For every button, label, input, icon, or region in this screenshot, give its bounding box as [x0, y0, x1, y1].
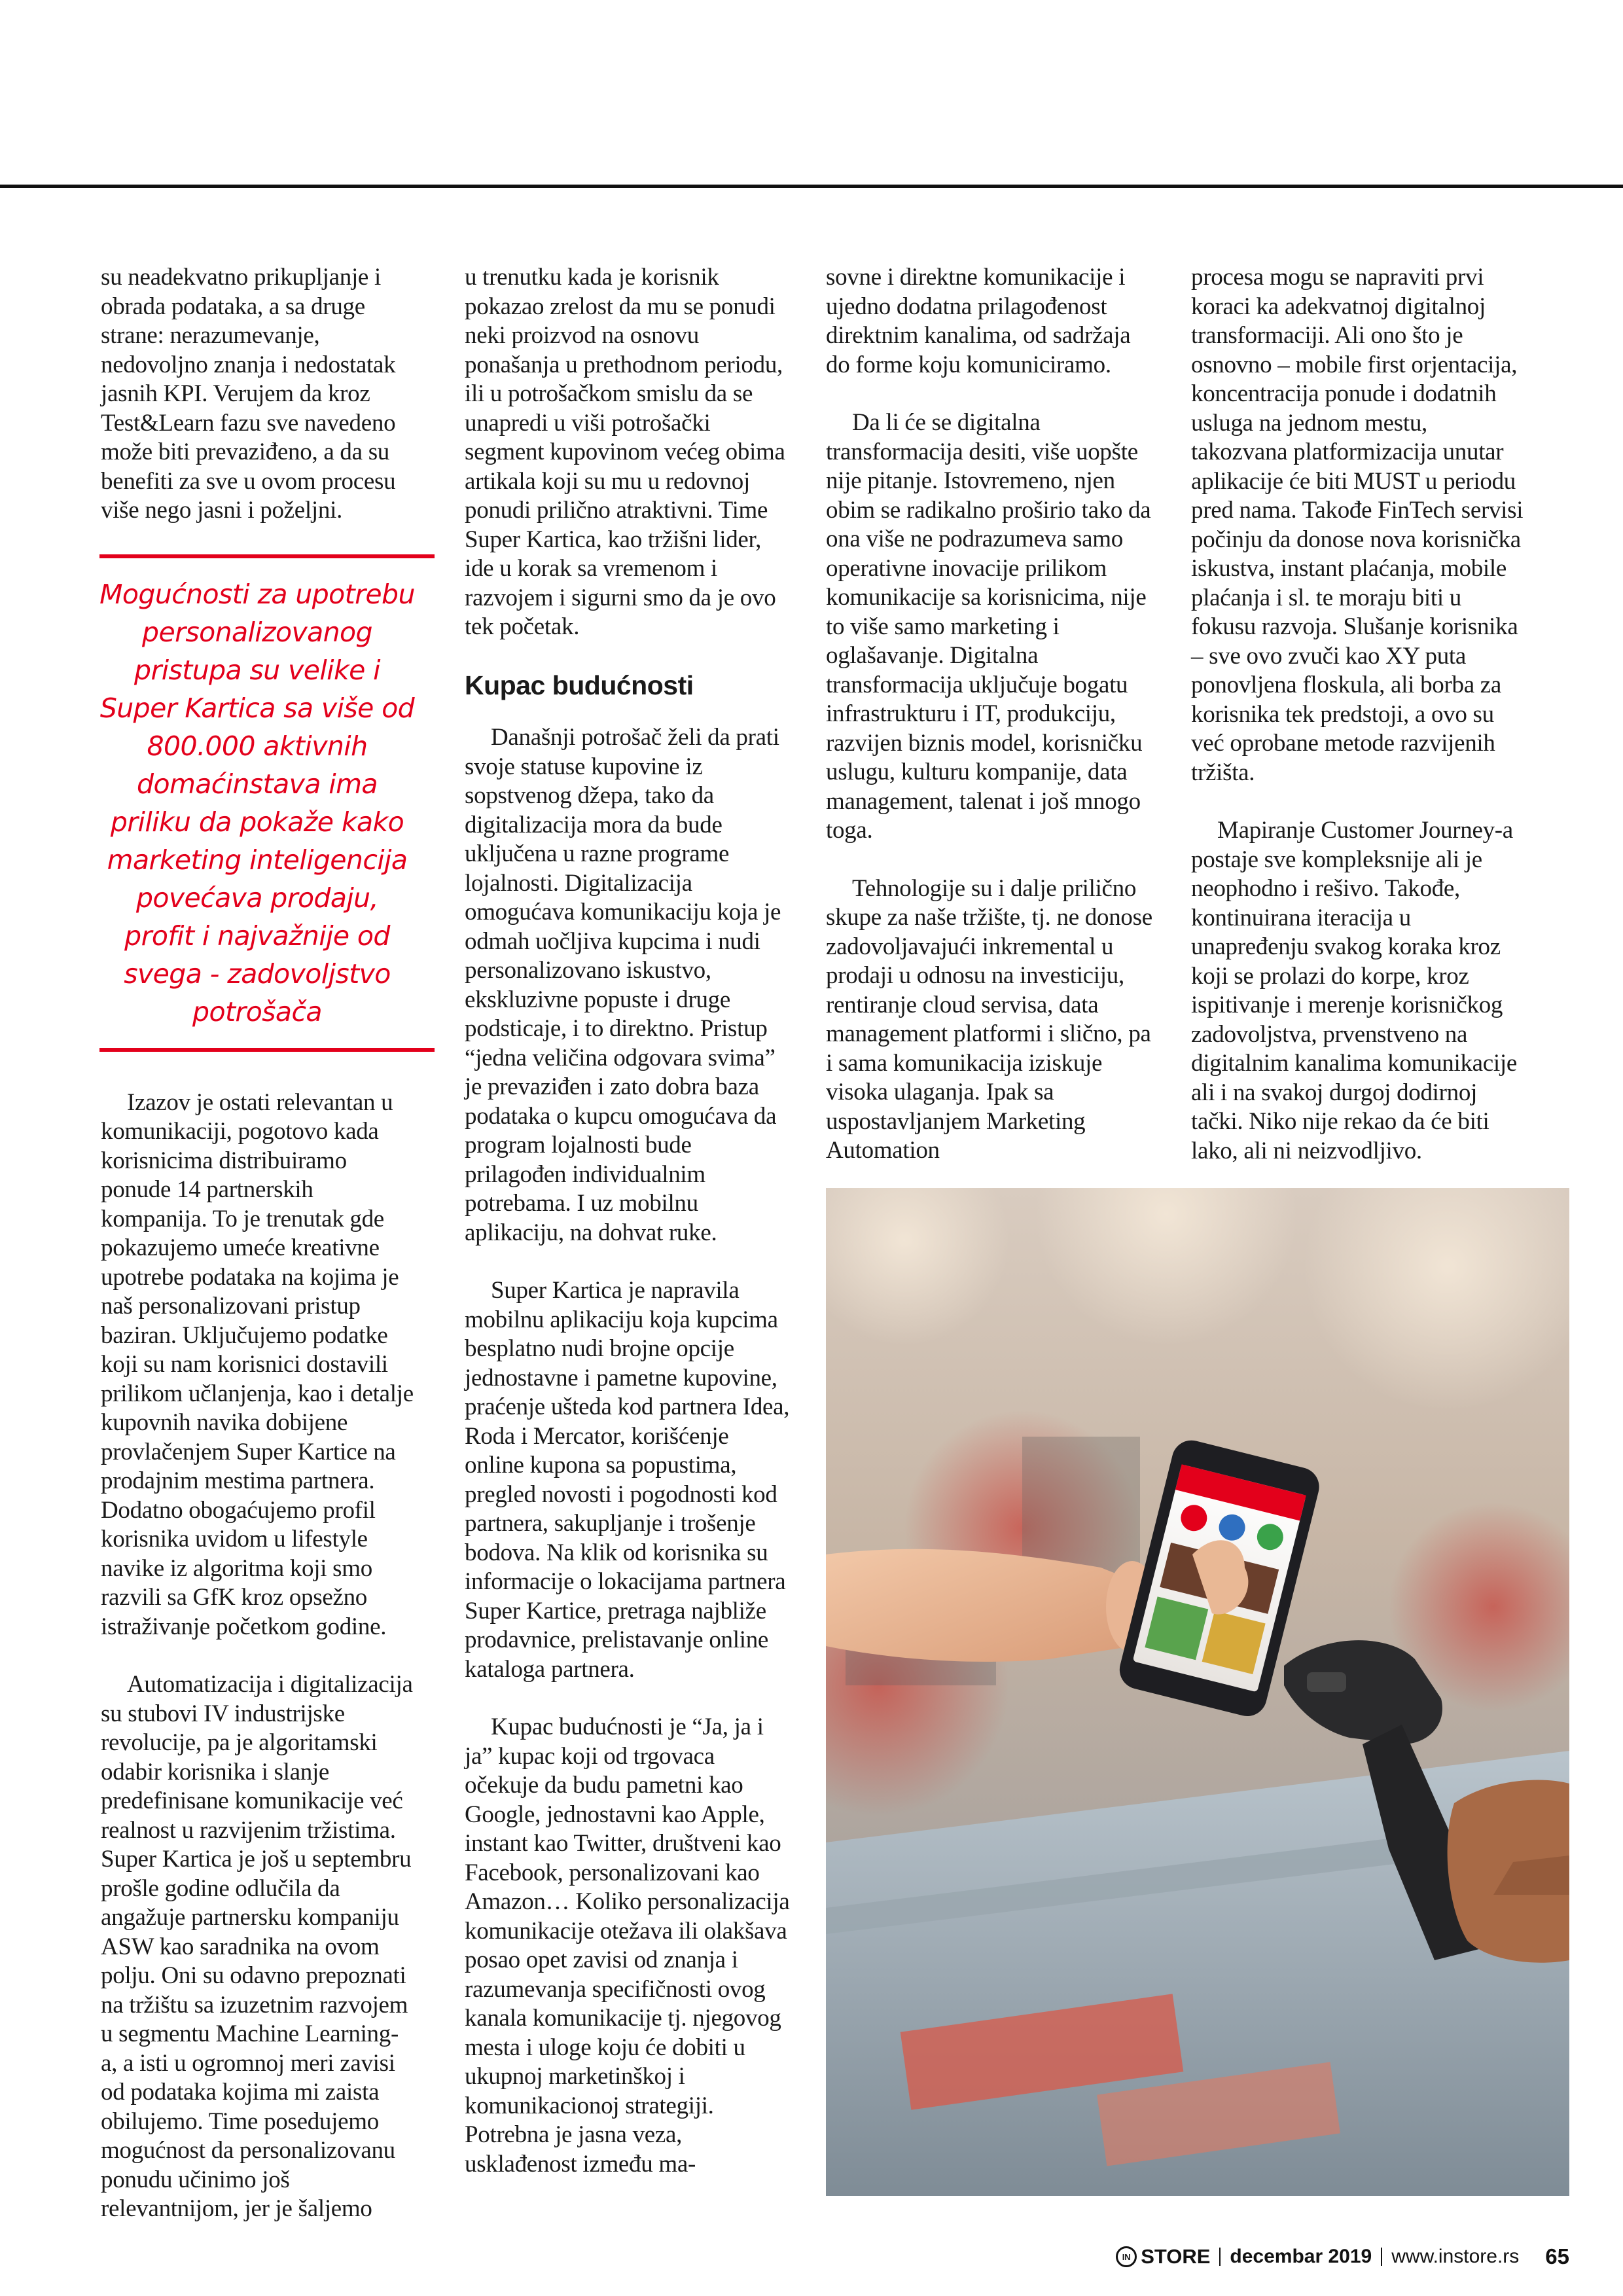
website-url: www.instore.rs: [1391, 2246, 1520, 2267]
paragraph: Tehnologije su i dalje prilično skupe za naše tržište, tj. ne donose zadovoljavajući inkremental u prodaji u odnosu na investiciju, rentiranje cloud servisa, data management platformi i slično, pa i sama komunikacija iziskuje visoka ulaganja. Ipak sa uspostavljanjem Marketing Automation: [826, 874, 1152, 1164]
paragraph: Izazov je ostati relevantan u komunikaciji, pogotovo kada korisnicima distribuiramo ponude 14 partnerskih kompanija. To je trenutak gde pokazujemo umeće kreativne upotrebe podataka na kojima je naš personalizovani pristup baziran. Uključujemo podatke koji su nam korisnici dostavili prilikom učlanjenja, kao i detalje kupovnih navika dobijene provlačenjem Super Kartice na prodajnim mestima partnera. Dodatno obogaćujemo profil korisnika uvidom u lifestyle navike iz algoritma koji smo razvili sa GfK kroz opsežno istraživanje početkom godine.: [101, 1088, 414, 1640]
smartphone-scan-photo-icon: [826, 1188, 1569, 2196]
paragraph: su neadekvatno prikupljanje i obrada podataka, a sa druge strane: nerazumevanje, nedovoljno znanja i nedostatak jasnih KPI. Verujem da kroz Test&Learn fazu sve navedeno može biti prevaziđeno, a da su benefiti za sve u ovom procesu više nego jasni i poželjni.: [101, 264, 396, 524]
paragraph: procesa mogu se napraviti prvi koraci ka adekvatnoj digitalnoj transformaciji. Ali ono što je osnovno – mobile first orjentacija, koncentracija ponude i dodatnih usluga na jednom mestu, takozvana platformizacija unutar aplikacije će biti MUST u periodu pred nama. Takođe FinTech servisi počinju da donose nova korisnička iskustva, instant plaćanja, mobile plaćanja i sl. te moraju biti u fokusu razvoja. Slušanje korisnika – sve ovo zvuči kao XY puta ponovljena floskula, ali borba za korisnika tek predstoji, a ovo su već oprobane metode razvijenih tržišta.: [1191, 264, 1524, 786]
page-number: 65: [1545, 2244, 1569, 2269]
article-column-2: [465, 263, 792, 2208]
paragraph: Mapiranje Customer Journey-a postaje sve kompleksnije ali je neophodno i rešivo. Takođe, kontinuirana iteracija u unapređenju svakog koraka kroz koji se prolazi do korpe, kroz ispitivanje i merenje korisničkog zadovoljstva, prvenstveno na digitalnim kanalima komunikacije ali i na svakoj durgoj dodirnoj tački. Niko nije rekao da će biti lako, ali ni neizvodljivo.: [1191, 817, 1517, 1164]
pull-quote-text: Mogućnosti za upotrebu personalizovanog pristupa su velike i Super Kartica sa više od 800.000 aktivnih domaćinstava ima priliku da pokaže kako marketing inteligencija povećava prodaju, profit i najvažnije od svega - zadovoljstvo potrošača: [99, 578, 415, 1028]
issue-date: decembar 2019: [1230, 2246, 1372, 2267]
article-column-4: [1191, 263, 1527, 1194]
article-column-3: [826, 263, 1153, 1194]
paragraph: sovne i direktne komunikacije i ujedno dodatna prilagođenost direktnim kanalima, od sadržaja do forme koju komuniciramo.: [826, 264, 1131, 378]
pull-quote-bottom-rule: [99, 1048, 435, 1052]
article-column-1: [101, 263, 415, 2253]
instore-logo: [1116, 2245, 1210, 2269]
paragraph: Današnji potrošač želi da prati svoje statuse kupovine iz sopstvenog džepa, tako da digitalizacija mora da bude uključena u razne programe lojalnosti. Digitalizacija omogućava komunikaciju koja je odmah uočljiva kupcima i nudi personalizovano iskustvo, ekskluzivne popuste i druge podsticaje, i to direktno. Pristup “jedna veličina odgovara svima” je prevaziđen i zato dobra baza podataka o kupcu omogućava da program lojalnosti bude prilagođen individualnim potrebama. I uz mobilnu aplikaciju, na dohvat ruke.: [465, 724, 781, 1246]
paragraph: Kupac budućnosti je “Ja, ja i ja” kupac koji od trgovaca očekuje da budu pametni kao Google, jednostavni kao Apple, instant kao Twitter, društveni kao Facebook, personalizovani kao Amazon… Koliko personalizacija komunikacije otežava ili olakšava posao opet zavisi od znanja i razumevanja specifičnosti ovog kanala komunikacije tj. njegovog mesta i uloge koju će dobiti u ukupnoj marketinškoj i komunikacionoj strategiji. Potrebna je jasna veza, usklađenost između ma-: [465, 1713, 790, 2178]
section-heading: Kupac budućnosti: [465, 670, 694, 700]
paragraph: Super Kartica je napravila mobilnu aplikaciju koja kupcima besplatno nudi brojne opcije jednostavne i pametne kupovine, praćenje ušteda kod partnera Idea, Roda i Mercator, korišćenje online kupona sa popustima, pregled novosti i pogodnosti kod partnera, sakupljanje i trošenje bodova. Na klik od korisnika su informacije o lokacijama partnera Super Kartice, pretraga najbliže prodavnice, prelistavanje online kataloga partnera.: [465, 1277, 790, 1683]
paragraph: Da li će se digitalna transformacija desiti, više uopšte nije pitanje. Istovremeno, njen obim se radikalno proširio tako da ona više ne podrazumeva samo operativne inovacije prilikom komunikacije sa korisnicima, nije to više samo marketing i oglašavanje. Digitalna transformacija uključuje bogatu infrastrukturu i IT, produkciju, razvijen biznis model, korisničku uslugu, kulturu kompanije, data management, talenat i još mnogo toga.: [826, 409, 1151, 844]
page-footer: [1116, 2244, 1569, 2270]
paragraph: u trenutku kada je korisnik pokazao zrelost da mu se ponudi neki proizvod na osnovu ponašanja u prethodnom periodu, ili u potrošačkom smislu da se unapredi u viši potrošački segment kupovinom većeg obima artikala koji su mu u redovnoj ponudi prilično atraktivni. Time Super Kartica, kao tržišni lider, ide u korak sa vremenom i razvojem i sigurni smo da je ovo tek početak.: [465, 264, 785, 640]
footer-divider: [1381, 2248, 1382, 2266]
article-photo: [826, 1188, 1569, 2196]
logo-in-mark: IN: [1116, 2246, 1137, 2267]
footer-divider: [1219, 2248, 1221, 2266]
logo-store-text: STORE: [1141, 2245, 1211, 2268]
header-rule: [0, 185, 1623, 188]
pull-quote: [99, 554, 415, 1052]
paragraph: Automatizacija i digitalizacija su stubovi IV industrijske revolucije, pa je algoritamski odabir korisnika i slanje predefinisane komunikacije već realnost u razvijenim tržistima. Super Kartica je još u septembru prošle godine odlučila da angažuje partnersku kompaniju ASW kao saradnika na ovom polju. Oni su odavno prepoznati na tržištu sa izuzetnim razvojem u segmentu Machine Learning-a, a isti u ogromnoj meri zavisi od podataka kojima mi zaista obilujemo. Time posedujemo mogućnost da personalizovanu ponudu učinimo još relevantnijom, jer je šaljemo: [101, 1671, 413, 2222]
